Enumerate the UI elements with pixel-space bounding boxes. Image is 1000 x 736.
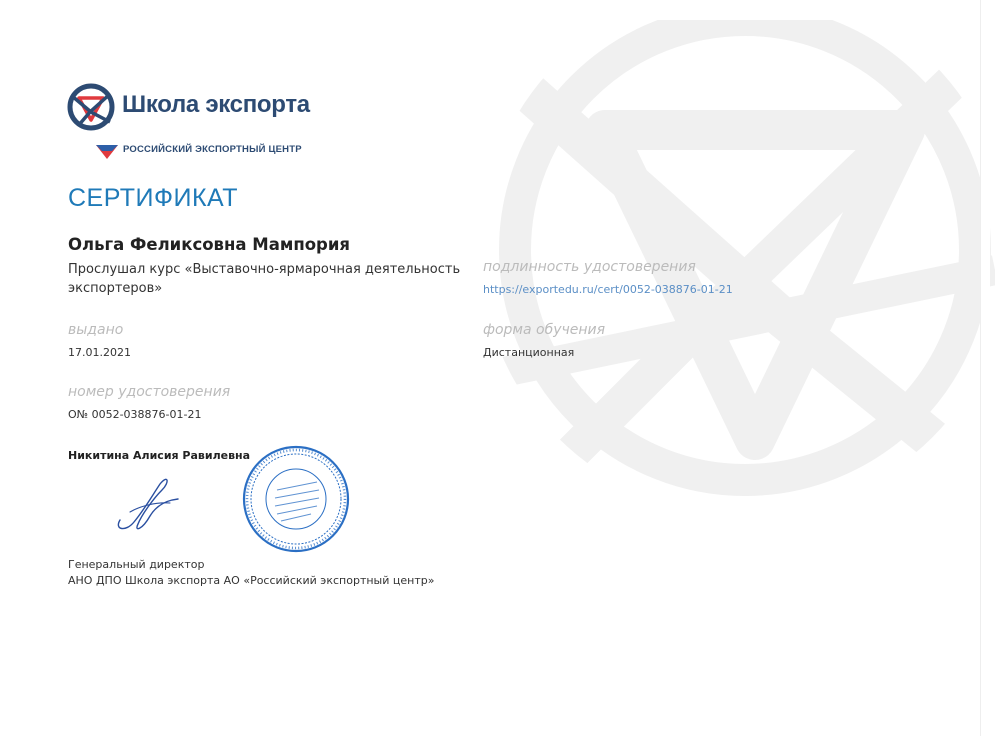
logo-subtitle: РОССИЙСКИЙ ЭКСПОРТНЫЙ ЦЕНТР [123,144,302,155]
organization-name: АНО ДПО Школа экспорта АО «Российский экспортный центр» [68,574,435,587]
signer-position [68,557,434,589]
cert-number-label: номер удостоверения [68,384,231,400]
globe-logo-icon [66,82,116,132]
issued-date: 17.01.2021 [68,346,131,359]
logo-title: Школа экспорта [122,91,310,118]
verification-link[interactable]: https://exportedu.ru/cert/0052-038876-01-21 [483,283,733,296]
signer-name: Никитина Алисия Равилевна [68,449,251,462]
issued-label: выдано [68,322,124,338]
authenticity-label: подлинность удостоверения [483,259,696,275]
school-of-export-logo [66,82,326,162]
certificate-title: СЕРТИФИКАТ [68,184,239,212]
course-description: Прослушал курс «Выставочно-ярмарочная деятельность экспортеров» [68,262,461,296]
page-edge [980,0,990,736]
study-form-value: Дистанционная [483,346,575,359]
official-stamp [241,444,351,554]
position-title: Генеральный директор [68,558,205,571]
cert-number: О№ 0052-038876-01-21 [68,408,202,421]
recipient-name: Ольга Феликсовна Мампория [68,235,351,254]
globe-watermark [455,20,995,540]
flag-icon [96,145,118,159]
study-form-label: форма обучения [483,322,606,338]
handwritten-signature [112,472,182,534]
